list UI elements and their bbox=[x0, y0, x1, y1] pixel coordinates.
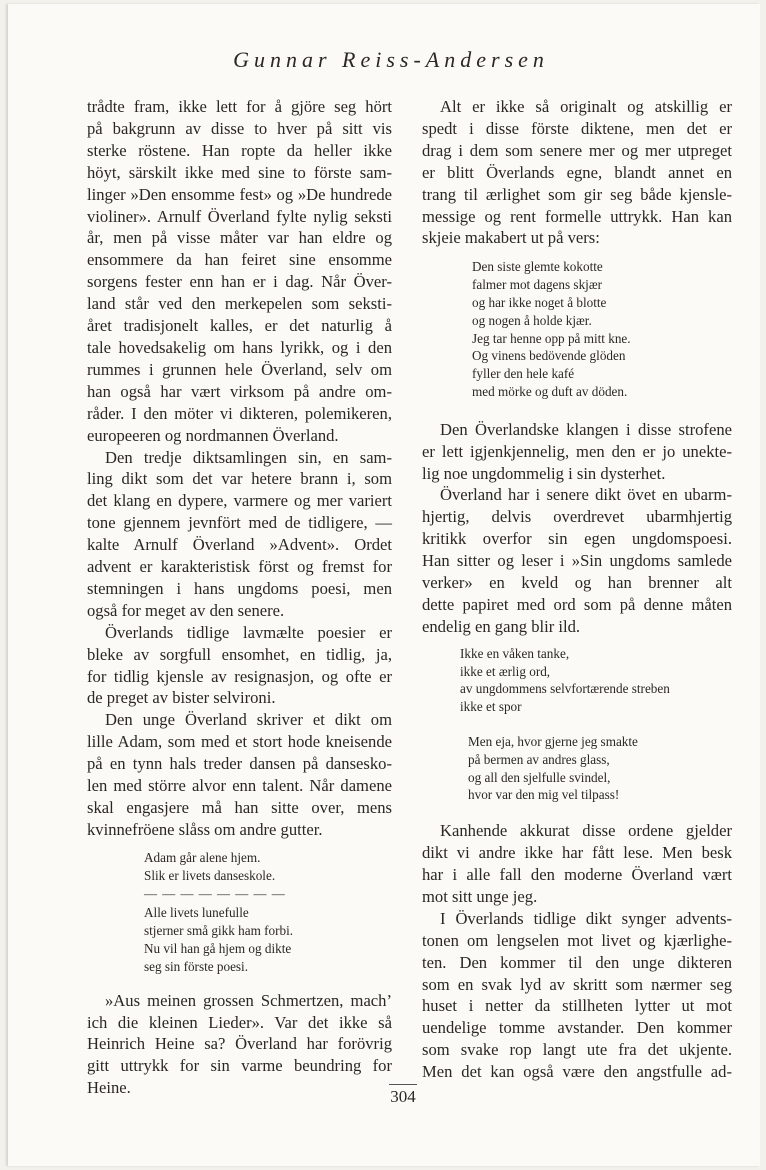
poem-line: og har ikke noget å blotte bbox=[472, 294, 607, 310]
text-line: Han sitter og leser i »Sin ungdoms samlede bbox=[422, 551, 732, 571]
page-number: 304 bbox=[390, 1087, 416, 1106]
text-line: drag i dem som senere mer og mer utpreget bbox=[422, 140, 732, 160]
text-line: kvinnefröene slåss om andre gutter. bbox=[87, 819, 323, 839]
paragraph bbox=[87, 990, 392, 1100]
paragraph bbox=[422, 96, 732, 249]
poem-line: Slik er livets danseskole. bbox=[144, 867, 276, 883]
text-line: også for meget av den senere. bbox=[87, 600, 285, 620]
paragraph bbox=[422, 820, 732, 908]
poem-line: falmer mot dagens skjær bbox=[472, 277, 603, 293]
text-line: Den tredje diktsamlingen sin, en sam- bbox=[105, 447, 392, 467]
poem-line: med mörke og duft av döden. bbox=[472, 383, 628, 399]
text-line: på bakgrunn av disse to hver på sitt vis bbox=[87, 118, 392, 138]
text-line: Överland har i senere dikt övet en ubarm- bbox=[440, 485, 732, 505]
text-line: I Överlands tidlige dikt synger advents- bbox=[440, 908, 732, 928]
text-line: ten. Den kommer til den unge dikteren bbox=[422, 952, 732, 972]
paragraph bbox=[422, 484, 732, 637]
text-line: violiner». Arnulf Överland fylte nylig seksti bbox=[87, 206, 392, 226]
text-line: tonen om lengselen mot livet og kjærlighe- bbox=[422, 930, 732, 950]
paragraph bbox=[422, 419, 732, 485]
text-line: tale hovedsakelig om hans lyrikk, og i den bbox=[87, 337, 392, 357]
text-line: er lett igjenkjennelig, men den er jo unekte- bbox=[422, 441, 732, 461]
text-line: dikt vi andre ikke har fått lese. Men besk bbox=[422, 843, 732, 863]
text-line: ensommere da han feiret sine ensomme bbox=[87, 250, 392, 270]
text-line: skal engasjere må han sitte over, mens bbox=[87, 798, 392, 817]
text-line: ling dikt som det var hetere brann i, som bbox=[87, 469, 392, 489]
text-line: mot sitt unge jeg. bbox=[422, 886, 538, 906]
text-line: kritikk overfor sin egen ungdomspoesi. bbox=[422, 529, 732, 549]
text-line: spedt i disse förste diktene, men det er bbox=[422, 118, 732, 138]
poem-line: fyller den hele kafé bbox=[472, 366, 575, 382]
paragraph bbox=[87, 96, 392, 447]
text-line: ich die kleinen Lieder». Var det ikke så bbox=[87, 1012, 392, 1032]
text-line: Men det kan også være den angstfulle ad- bbox=[422, 1062, 732, 1082]
text-line: tone gjennem jevnfört med de tidligere, — bbox=[87, 513, 392, 533]
poem-line: på bermen av andres glass, bbox=[468, 751, 610, 767]
text-line: trang til ærlighet som gir seg både kjensle- bbox=[422, 184, 732, 204]
text-line: Den unge Överland skriver et dikt om bbox=[105, 710, 392, 730]
poem-line: Ikke en våken tanke, bbox=[460, 645, 570, 661]
text-line: Heine. bbox=[87, 1078, 131, 1098]
text-line: land står ved den merkepelen som seksti- bbox=[87, 294, 392, 314]
poem-line: hvor var den mig vel tilpass! bbox=[468, 787, 620, 803]
book-page bbox=[8, 4, 760, 1166]
poem-line: og nogen å holde kjær. bbox=[472, 312, 592, 328]
poem-line: og all den sjelfulle svindel, bbox=[468, 769, 611, 785]
poem-separator: — — — — — — — — bbox=[144, 886, 286, 902]
text-line: Överlands tidlige lavmælte poesier er bbox=[105, 622, 392, 642]
text-line: lille Adam, som med et stort hode kneisende bbox=[87, 732, 392, 752]
paragraph bbox=[87, 447, 392, 622]
poem-adam bbox=[144, 849, 392, 976]
text-line: »Aus meinen grossen Schmertzen, mach’ bbox=[105, 990, 392, 1010]
poem-line: Alle livets lunefulle bbox=[144, 905, 249, 921]
text-line: de preget av bister selvironi. bbox=[87, 688, 276, 708]
poem-line: Adam går alene hjem. bbox=[144, 849, 261, 865]
text-line: Kanhende akkurat disse ordene gjelder bbox=[440, 821, 732, 841]
text-line: råder. I den möter vi dikteren, polemikeren, bbox=[87, 403, 392, 423]
text-line: kalte Arnulf Överland »Advent». Ordet bbox=[87, 535, 392, 555]
right-column bbox=[422, 96, 732, 1083]
text-line: skjeie makabert ut på vers: bbox=[422, 228, 600, 248]
text-line: har i alle fall den moderne Överland vært bbox=[422, 864, 732, 884]
text-line: endelig en gang blir ild. bbox=[422, 616, 581, 636]
text-line: for tidlig kjensle av resignasjon, og ofte er bbox=[87, 666, 392, 686]
text-line: år, men på visse måter var han eldre og bbox=[87, 228, 392, 248]
text-line: stemningen i hans ungdoms poesi, men bbox=[87, 578, 392, 598]
poem-line: seg sin förste poesi. bbox=[144, 958, 249, 974]
text-line: som en svak lyd av skritt som nærmer seg bbox=[422, 974, 732, 994]
text-line: höyt, särskilt ikke med sine to förste sam- bbox=[87, 162, 392, 182]
text-line: er blitt Överlands egne, blandt annet en bbox=[422, 162, 732, 182]
text-line: europeeren og nordmannen Överland. bbox=[87, 425, 339, 445]
poem-line: stjerner små gikk ham forbi. bbox=[144, 923, 294, 939]
text-line: han også har vært virksom på andre om- bbox=[87, 381, 392, 401]
poem-line: av ungdommens selvfortærende streben bbox=[460, 681, 670, 697]
text-line: det klang en dypere, varmere og mer variert bbox=[87, 491, 392, 511]
poem-line: Og vinens bedövende glöden bbox=[472, 348, 626, 364]
text-line: verker» en kveld og han brenner alt bbox=[422, 573, 732, 593]
text-line: sterke röstene. Han ropte da heller ikke bbox=[87, 140, 392, 160]
running-head: Gunnar Reiss-Andersen bbox=[233, 47, 549, 72]
text-line: advent er karakteristisk först og fremst for bbox=[87, 557, 392, 577]
text-line: dette papiret med ord som på denne måten bbox=[422, 594, 732, 614]
text-line: bleke av sorgfull ensomhet, en tidlig, ja, bbox=[87, 644, 392, 664]
text-line: gitt uttrykk for sin varme beundring for bbox=[87, 1056, 392, 1076]
paragraph bbox=[422, 908, 732, 1083]
poem-ild bbox=[460, 645, 732, 804]
text-line: Heinrich Heine sa? Överland har forövrig bbox=[87, 1034, 392, 1054]
text-line: Den Överlandske klangen i disse strofene bbox=[440, 419, 732, 439]
text-line: rummes i grunnen hele Överland, selv om bbox=[87, 359, 392, 379]
text-line: huset i netter da stillheten lytter ut mot bbox=[422, 996, 732, 1016]
left-column bbox=[87, 96, 392, 1099]
poem-line: Den siste glemte kokotte bbox=[472, 259, 603, 275]
text-line: som svake rop langt ute fra det ukjente. bbox=[422, 1040, 732, 1060]
text-line: messige og rent formelle uttrykk. Han kan bbox=[422, 206, 732, 226]
text-line: trådte fram, ikke lett for å gjöre seg hört bbox=[87, 97, 392, 116]
text-line: uendelige tomme avstander. Den kommer bbox=[422, 1018, 732, 1038]
poem-kokotte bbox=[472, 258, 732, 400]
text-line: len med större alvor enn talent. Når damene bbox=[87, 776, 392, 796]
text-line: sorgens fester enn han er i dag. Når Över- bbox=[87, 272, 392, 292]
text-line: året tradisjonelt kalles, er det naturlig å bbox=[87, 316, 392, 336]
text-line: hjertig, delvis overdrevet ubarmhjertig bbox=[422, 507, 732, 527]
poem-line: Jeg tar henne opp på mitt kne. bbox=[472, 330, 631, 346]
text-line: Alt er ikke så originalt og atskillig er bbox=[440, 97, 732, 116]
text-line: lig noe ungdommelig i sin dysterhet. bbox=[422, 463, 666, 483]
poem-line: ikke et ærlig ord, bbox=[460, 663, 551, 679]
text-line: linger »Den ensomme fest» og »De hundrede bbox=[87, 184, 392, 204]
page-number-rule bbox=[389, 1084, 417, 1085]
text-line: på en tynn hals treder dansen på dansesko- bbox=[87, 754, 392, 774]
poem-line: ikke et spor bbox=[460, 699, 522, 715]
poem-line: Nu vil han gå hjem og dikte bbox=[144, 941, 292, 956]
paragraph bbox=[87, 622, 392, 710]
paragraph bbox=[87, 709, 392, 840]
poem-line: Men eja, hvor gjerne jeg smakte bbox=[468, 733, 638, 749]
